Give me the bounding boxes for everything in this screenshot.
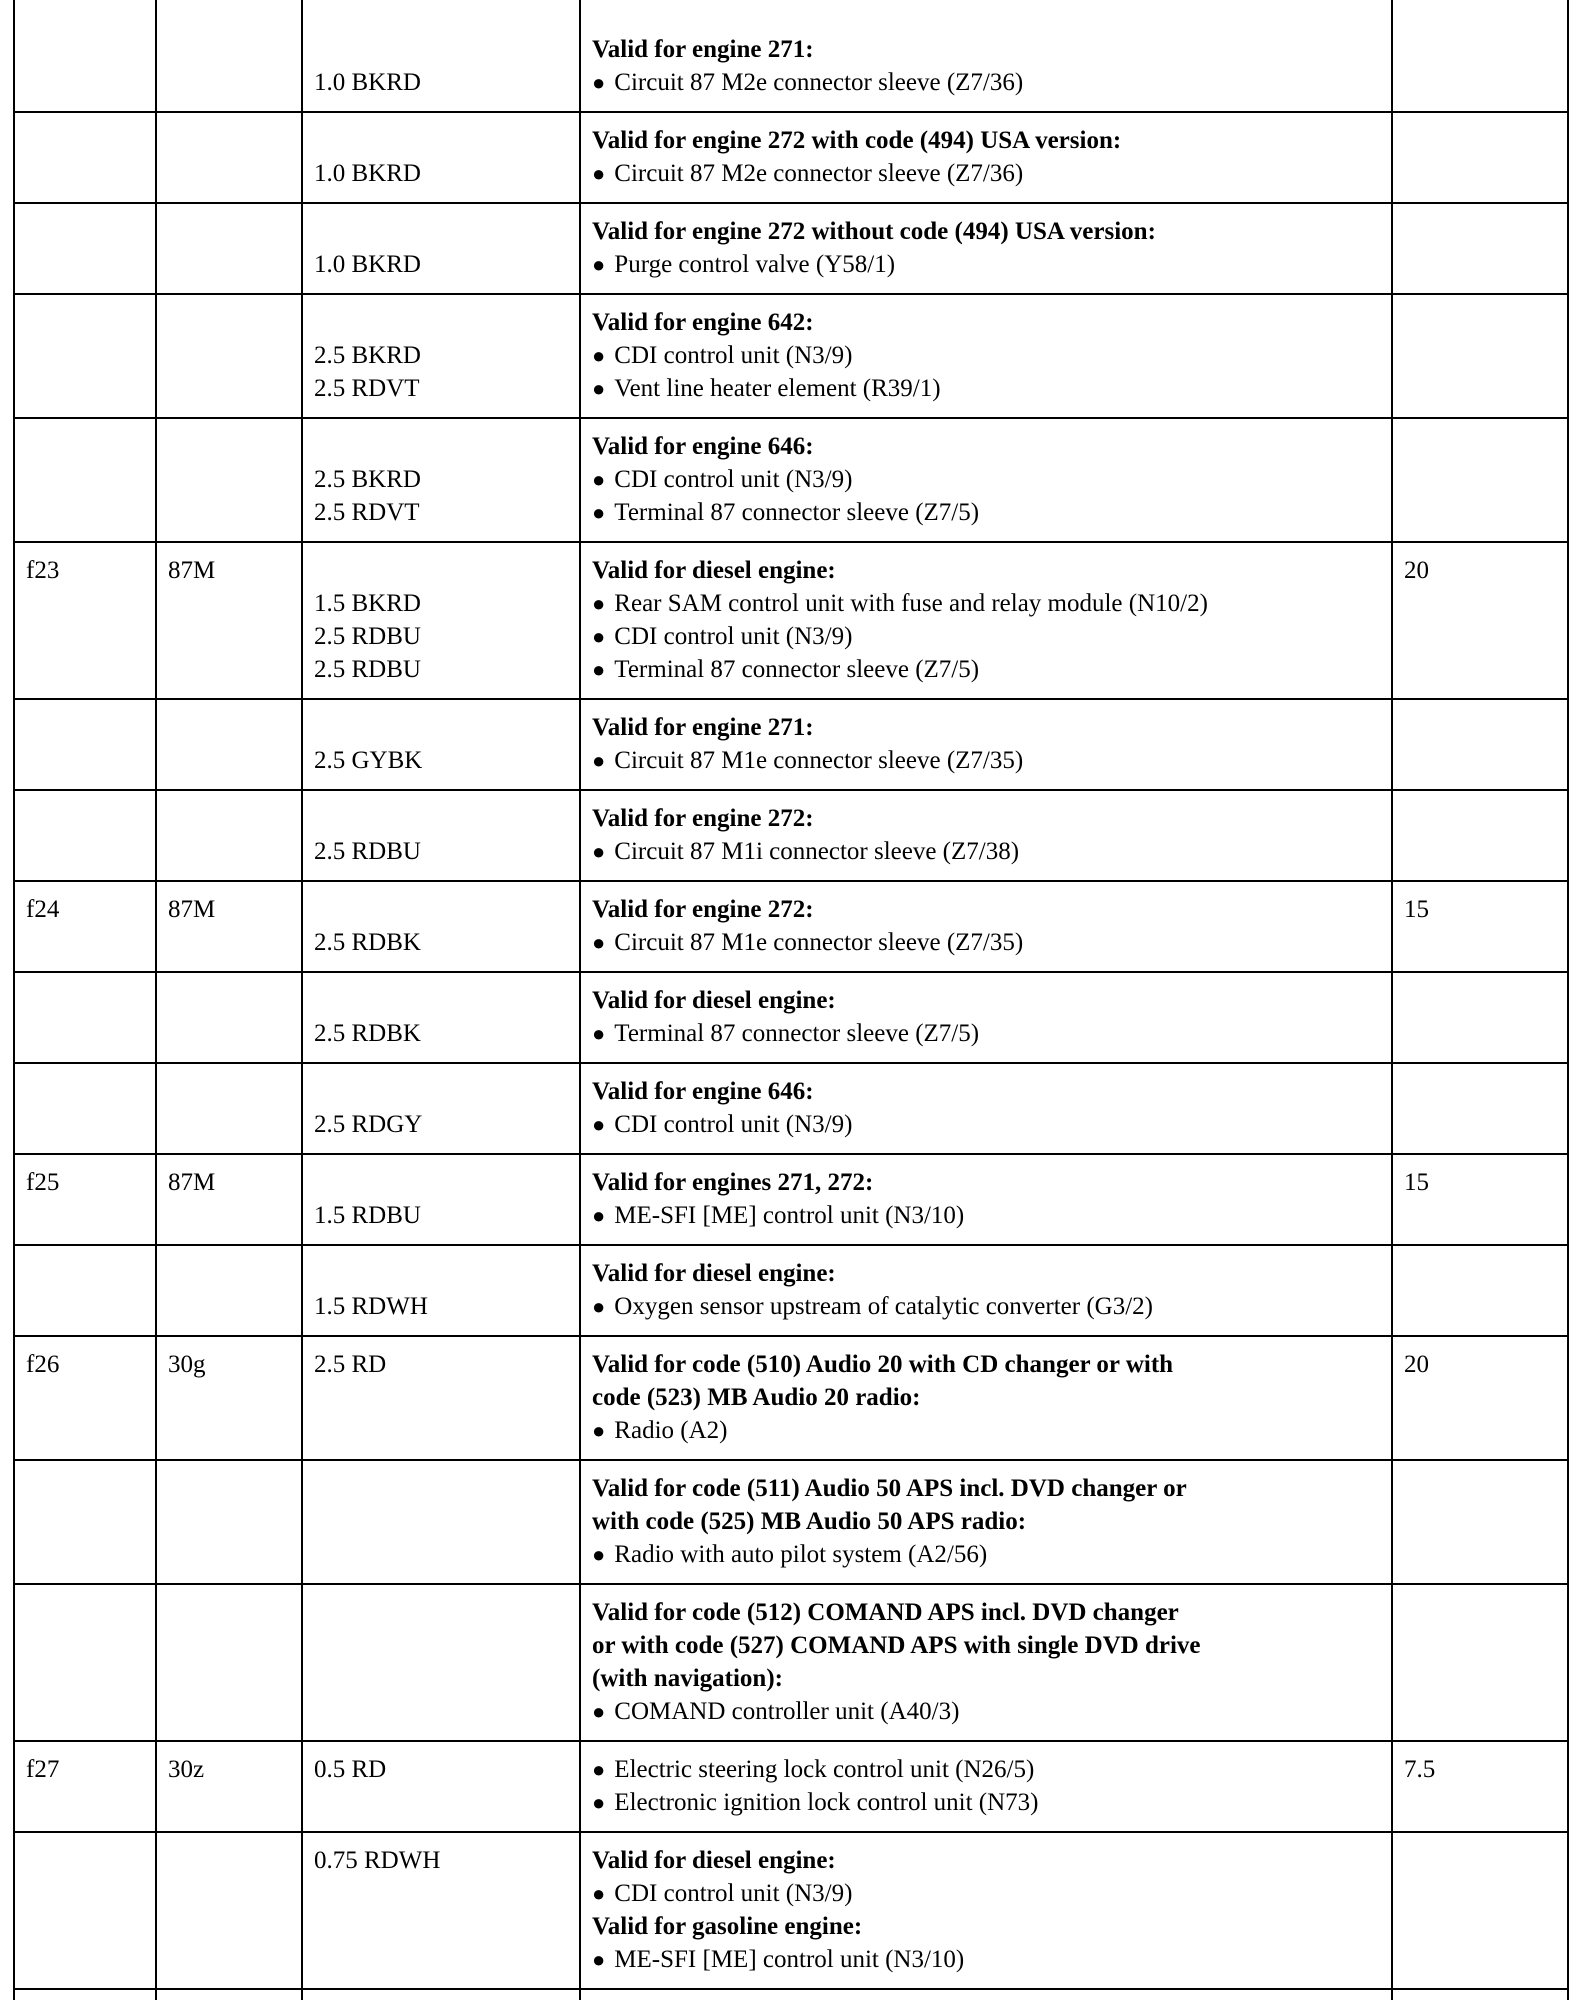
component-item: [592, 1753, 1383, 1786]
fuse-table-body: [14, 0, 1568, 2000]
wire-spacer: [314, 1075, 571, 1108]
description-cell: [580, 1460, 1392, 1584]
wire-cell: [302, 1245, 580, 1336]
description-text: Circuit 87 M2e connector sleeve (Z7/36): [614, 69, 1024, 96]
wire-spec: 2.5 GYBK: [314, 747, 423, 774]
validity-header: [592, 430, 1383, 463]
terminal-cell: [156, 1832, 302, 1989]
amp-rating-cell: [1392, 203, 1568, 294]
wire-cell: [302, 1584, 580, 1741]
wire-spec: 1.0 BKRD: [314, 160, 421, 187]
fuse-id-cell: [14, 881, 156, 972]
bullet-icon: ●: [592, 1112, 606, 1137]
amp-rating-cell: [1392, 972, 1568, 1063]
validity-header: [592, 1075, 1383, 1108]
validity-header: [592, 124, 1383, 157]
fuse-id-cell: [14, 1336, 156, 1460]
wire-spec: 1.5 RDBU: [314, 1202, 421, 1229]
terminal-cell: [156, 1063, 302, 1154]
component-item: [592, 372, 1383, 405]
description-text: Valid for diesel engine:: [592, 1260, 836, 1287]
amp-rating-cell: [1392, 1336, 1568, 1460]
description-cell: [580, 0, 1392, 112]
amp-rating-cell: [1392, 1063, 1568, 1154]
description-cell: [580, 1336, 1392, 1460]
terminal-cell: [156, 1154, 302, 1245]
terminal-cell: [156, 1245, 302, 1336]
description-text: Circuit 87 M1e connector sleeve (Z7/35): [614, 929, 1024, 956]
description-cell: [580, 418, 1392, 542]
bullet-icon: ●: [592, 1790, 606, 1815]
description-text: Valid for engine 271:: [592, 714, 814, 741]
component-item: [592, 66, 1383, 99]
wire-cell: [302, 294, 580, 418]
fuse-id-cell: [14, 790, 156, 881]
description-text: Valid for diesel engine:: [592, 557, 836, 584]
description-text: Valid for engine 272 without code (494) USA version:: [592, 218, 1156, 245]
bullet-icon: ●: [592, 624, 606, 649]
description-text: Valid for engine 271:: [592, 36, 814, 63]
description-text: Oxygen sensor upstream of catalytic converter (G3/2): [614, 1293, 1153, 1320]
amp-rating-cell: [1392, 294, 1568, 418]
wire-cell: [302, 699, 580, 790]
validity-header: [592, 1257, 1383, 1290]
component-item: [592, 1414, 1383, 1447]
bullet-icon: ●: [592, 1947, 606, 1972]
terminal-cell: [156, 1989, 302, 2000]
description-text: COMAND controller unit (A40/3): [614, 1698, 960, 1725]
wire-cell: [302, 1154, 580, 1245]
component-item: [592, 1943, 1383, 1976]
terminal-cell: [156, 112, 302, 203]
component-item: [592, 1199, 1383, 1232]
description-cell: [580, 881, 1392, 972]
fuse-id: f25: [26, 1169, 60, 1196]
wire-cell: [302, 1336, 580, 1460]
description-text: Valid for code (510) Audio 20 with CD changer or with: [592, 1351, 1174, 1378]
wire-spec: 2.5 BKRD: [314, 342, 421, 369]
table-row: [14, 1336, 1568, 1460]
wire-spec: 2.5 RDVT: [314, 499, 420, 526]
wire-spacer: [314, 802, 571, 835]
component-item: [592, 653, 1383, 686]
bullet-icon: ●: [592, 70, 606, 95]
description-text: with code (525) MB Audio 50 APS radio:: [592, 1508, 1027, 1535]
validity-header: [592, 802, 1383, 835]
amp-rating-cell: [1392, 1989, 1568, 2000]
table-row: [14, 1989, 1568, 2000]
terminal-designation: 87M: [168, 896, 216, 923]
fuse-allocation-table: [13, 0, 1569, 2000]
amp-rating-cell: [1392, 881, 1568, 972]
terminal-cell: [156, 418, 302, 542]
bullet-icon: ●: [592, 1757, 606, 1782]
wire-cell: [302, 1989, 580, 2000]
wire-spec: 1.0 BKRD: [314, 251, 421, 278]
fuse-id-cell: [14, 1832, 156, 1989]
table-row: [14, 699, 1568, 790]
fuse-id: f23: [26, 557, 60, 584]
component-item: [592, 587, 1383, 620]
bullet-icon: ●: [592, 1418, 606, 1443]
amp-rating-cell: [1392, 699, 1568, 790]
component-item: [592, 1017, 1383, 1050]
description-cell: [580, 699, 1392, 790]
amp-rating: 7.5: [1404, 1756, 1436, 1783]
wire-cell: [302, 1460, 580, 1584]
component-item: [592, 1695, 1383, 1728]
bullet-icon: ●: [592, 252, 606, 277]
description-cell: [580, 1741, 1392, 1832]
amp-rating: 20: [1404, 1351, 1429, 1378]
description-text: Valid for gasoline engine:: [592, 1913, 863, 1940]
terminal-cell: [156, 972, 302, 1063]
terminal-cell: [156, 203, 302, 294]
fuse-id-cell: [14, 542, 156, 699]
amp-rating: 15: [1404, 1169, 1429, 1196]
bullet-icon: ●: [592, 748, 606, 773]
wire-cell: [302, 418, 580, 542]
wire-spec: 2.5 BKRD: [314, 466, 421, 493]
description-text: CDI control unit (N3/9): [614, 466, 853, 493]
terminal-designation: 30g: [168, 1351, 206, 1378]
wire-spacer: [314, 1257, 571, 1290]
amp-rating-cell: [1392, 1245, 1568, 1336]
validity-header: [592, 984, 1383, 1017]
table-row: [14, 294, 1568, 418]
wire-cell: [302, 203, 580, 294]
terminal-cell: [156, 0, 302, 112]
description-cell: [580, 203, 1392, 294]
wire-cell: [302, 542, 580, 699]
description-cell: [580, 1063, 1392, 1154]
amp-rating-cell: [1392, 0, 1568, 112]
validity-header: [592, 1505, 1383, 1538]
wire-spacer: [314, 1166, 571, 1199]
wire-spec: 2.5 RDGY: [314, 1111, 423, 1138]
description-cell: [580, 1989, 1392, 2000]
terminal-designation: 87M: [168, 557, 216, 584]
description-text: Valid for code (511) Audio 50 APS incl. DVD changer or: [592, 1475, 1187, 1502]
wire-spec: 2.5 RDBK: [314, 929, 421, 956]
wire-spacer: [314, 984, 571, 1017]
description-text: Valid for diesel engine:: [592, 987, 836, 1014]
wire-cell: [302, 881, 580, 972]
validity-header: [592, 1596, 1383, 1629]
validity-header: [592, 1166, 1383, 1199]
fuse-id-cell: [14, 1741, 156, 1832]
wire-spec: 0.75 RDWH: [314, 1847, 441, 1874]
table-row: [14, 203, 1568, 294]
table-row: [14, 542, 1568, 699]
wire-spacer: [314, 711, 571, 744]
wire-spec: 2.5 RD: [314, 1351, 387, 1378]
description-cell: [580, 112, 1392, 203]
wire-spec: 1.0 BKRD: [314, 69, 421, 96]
wire-spacer: [314, 893, 571, 926]
wire-cell: [302, 1832, 580, 1989]
description-text: Valid for engine 272 with code (494) USA version:: [592, 127, 1122, 154]
fuse-id-cell: [14, 699, 156, 790]
description-cell: [580, 1245, 1392, 1336]
table-row: [14, 1245, 1568, 1336]
fuse-id: f27: [26, 1756, 60, 1783]
wire-spec: 2.5 RDBU: [314, 656, 421, 683]
amp-rating-cell: [1392, 1741, 1568, 1832]
bullet-icon: ●: [592, 376, 606, 401]
component-item: [592, 157, 1383, 190]
validity-header: [592, 215, 1383, 248]
bullet-icon: ●: [592, 500, 606, 525]
table-row: [14, 1584, 1568, 1741]
description-cell: [580, 972, 1392, 1063]
validity-header: [592, 1472, 1383, 1505]
validity-header: [592, 1910, 1383, 1943]
amp-rating-cell: [1392, 542, 1568, 699]
bullet-icon: ●: [592, 839, 606, 864]
description-text: Valid for engine 272:: [592, 896, 814, 923]
wire-spec: 0.5 RD: [314, 1756, 387, 1783]
wire-spacer: [314, 430, 571, 463]
wire-cell: [302, 790, 580, 881]
terminal-cell: [156, 881, 302, 972]
table-row: [14, 972, 1568, 1063]
validity-header: [592, 711, 1383, 744]
validity-header: [592, 1844, 1383, 1877]
description-cell: [580, 542, 1392, 699]
bullet-icon: ●: [592, 1203, 606, 1228]
description-cell: [580, 1832, 1392, 1989]
description-text: code (523) MB Audio 20 radio:: [592, 1384, 921, 1411]
wire-spacer: [314, 215, 571, 248]
description-text: Valid for engine 642:: [592, 309, 814, 336]
fuse-id-cell: [14, 972, 156, 1063]
table-row: [14, 112, 1568, 203]
description-text: CDI control unit (N3/9): [614, 623, 853, 650]
validity-header: [592, 554, 1383, 587]
validity-header: [592, 1348, 1383, 1381]
fuse-id: f24: [26, 896, 60, 923]
description-text: Circuit 87 M1e connector sleeve (Z7/35): [614, 747, 1024, 774]
fuse-id-cell: [14, 0, 156, 112]
component-item: [592, 339, 1383, 372]
table-row: [14, 1832, 1568, 1989]
bullet-icon: ●: [592, 657, 606, 682]
description-text: ME-SFI [ME] control unit (N3/10): [614, 1202, 965, 1229]
terminal-cell: [156, 699, 302, 790]
wire-spec: 1.5 BKRD: [314, 590, 421, 617]
terminal-cell: [156, 1460, 302, 1584]
description-text: Electric steering lock control unit (N26/5): [614, 1756, 1035, 1783]
amp-rating-cell: [1392, 1460, 1568, 1584]
component-item: [592, 1786, 1383, 1819]
terminal-cell: [156, 542, 302, 699]
description-text: Valid for engines 271, 272:: [592, 1169, 874, 1196]
table-row: [14, 881, 1568, 972]
wire-spec: 2.5 RDBU: [314, 838, 421, 865]
description-text: Valid for engine 646:: [592, 433, 814, 460]
component-item: [592, 1538, 1383, 1571]
table-row: [14, 790, 1568, 881]
bullet-icon: ●: [592, 161, 606, 186]
component-item: [592, 620, 1383, 653]
amp-rating-cell: [1392, 1584, 1568, 1741]
fuse-id-cell: [14, 294, 156, 418]
wire-spec: 2.5 RDBU: [314, 623, 421, 650]
amp-rating-cell: [1392, 1154, 1568, 1245]
wire-cell: [302, 0, 580, 112]
description-text: CDI control unit (N3/9): [614, 342, 853, 369]
component-item: [592, 463, 1383, 496]
fuse-id-cell: [14, 1460, 156, 1584]
description-cell: [580, 1584, 1392, 1741]
table-row: [14, 1460, 1568, 1584]
component-item: [592, 1108, 1383, 1141]
description-text: or with code (527) COMAND APS with single DVD drive: [592, 1632, 1201, 1659]
fuse-id-cell: [14, 1154, 156, 1245]
wire-cell: [302, 1741, 580, 1832]
fuse-id-cell: [14, 112, 156, 203]
description-text: ME-SFI [ME] control unit (N3/10): [614, 1946, 965, 1973]
fuse-id-cell: [14, 203, 156, 294]
description-text: Radio with auto pilot system (A2/56): [614, 1541, 988, 1568]
bullet-icon: ●: [592, 343, 606, 368]
amp-rating-cell: [1392, 790, 1568, 881]
fuse-id-cell: [14, 1245, 156, 1336]
component-item: [592, 496, 1383, 529]
description-text: Terminal 87 connector sleeve (Z7/5): [614, 656, 980, 683]
bullet-icon: ●: [592, 930, 606, 955]
component-item: [592, 835, 1383, 868]
bullet-icon: ●: [592, 1699, 606, 1724]
table-row: [14, 1063, 1568, 1154]
component-item: [592, 926, 1383, 959]
component-item: [592, 248, 1383, 281]
bullet-icon: ●: [592, 591, 606, 616]
table-row: [14, 0, 1568, 112]
description-cell: [580, 1154, 1392, 1245]
fuse-id-cell: [14, 418, 156, 542]
wire-spacer: [314, 306, 571, 339]
description-text: Valid for engine 272:: [592, 805, 814, 832]
validity-header: [592, 1381, 1383, 1414]
table-row: [14, 418, 1568, 542]
description-text: CDI control unit (N3/9): [614, 1880, 853, 1907]
description-text: Vent line heater element (R39/1): [614, 375, 941, 402]
terminal-cell: [156, 294, 302, 418]
amp-rating-cell: [1392, 1832, 1568, 1989]
wire-cell: [302, 1063, 580, 1154]
bullet-icon: ●: [592, 1294, 606, 1319]
terminal-designation: 30z: [168, 1756, 205, 1783]
terminal-designation: 87M: [168, 1169, 216, 1196]
description-text: Valid for code (512) COMAND APS incl. DVD changer: [592, 1599, 1179, 1626]
bullet-icon: ●: [592, 467, 606, 492]
validity-header: [592, 1662, 1383, 1695]
amp-rating-cell: [1392, 418, 1568, 542]
component-item: [592, 1290, 1383, 1323]
component-item: [592, 1877, 1383, 1910]
table-row: [14, 1154, 1568, 1245]
terminal-cell: [156, 1741, 302, 1832]
description-cell: [580, 294, 1392, 418]
bullet-icon: ●: [592, 1021, 606, 1046]
terminal-cell: [156, 1584, 302, 1741]
description-text: Purge control valve (Y58/1): [614, 251, 896, 278]
description-text: Radio (A2): [614, 1417, 728, 1444]
fuse-id: f26: [26, 1351, 60, 1378]
description-text: Terminal 87 connector sleeve (Z7/5): [614, 499, 980, 526]
amp-rating: 15: [1404, 896, 1429, 923]
validity-header: [592, 33, 1383, 66]
table-row: [14, 1741, 1568, 1832]
description-text: Circuit 87 M1i connector sleeve (Z7/38): [614, 838, 1020, 865]
bullet-icon: ●: [592, 1881, 606, 1906]
description-text: Circuit 87 M2e connector sleeve (Z7/36): [614, 160, 1024, 187]
wire-spacer: [314, 554, 571, 587]
wire-cell: [302, 112, 580, 203]
description-text: Valid for engine 646:: [592, 1078, 814, 1105]
description-cell: [580, 790, 1392, 881]
terminal-cell: [156, 790, 302, 881]
description-text: Valid for diesel engine:: [592, 1847, 836, 1874]
description-text: CDI control unit (N3/9): [614, 1111, 853, 1138]
validity-header: [592, 306, 1383, 339]
fuse-id-cell: [14, 1063, 156, 1154]
wire-spec: 2.5 RDVT: [314, 375, 420, 402]
bullet-icon: ●: [592, 1542, 606, 1567]
wire-spec: 1.5 RDWH: [314, 1293, 428, 1320]
terminal-cell: [156, 1336, 302, 1460]
description-text: Electronic ignition lock control unit (N73): [614, 1789, 1039, 1816]
validity-header: [592, 893, 1383, 926]
description-text: (with navigation):: [592, 1665, 783, 1692]
validity-header: [592, 1629, 1383, 1662]
fuse-id-cell: [14, 1584, 156, 1741]
description-text: Terminal 87 connector sleeve (Z7/5): [614, 1020, 980, 1047]
amp-rating-cell: [1392, 112, 1568, 203]
wire-spacer: [314, 33, 571, 66]
wire-spacer: [314, 124, 571, 157]
description-text: Rear SAM control unit with fuse and relay module (N10/2): [614, 590, 1208, 617]
fuse-id-cell: [14, 1989, 156, 2000]
amp-rating: 20: [1404, 557, 1429, 584]
component-item: [592, 744, 1383, 777]
wire-spec: 2.5 RDBK: [314, 1020, 421, 1047]
wire-cell: [302, 972, 580, 1063]
